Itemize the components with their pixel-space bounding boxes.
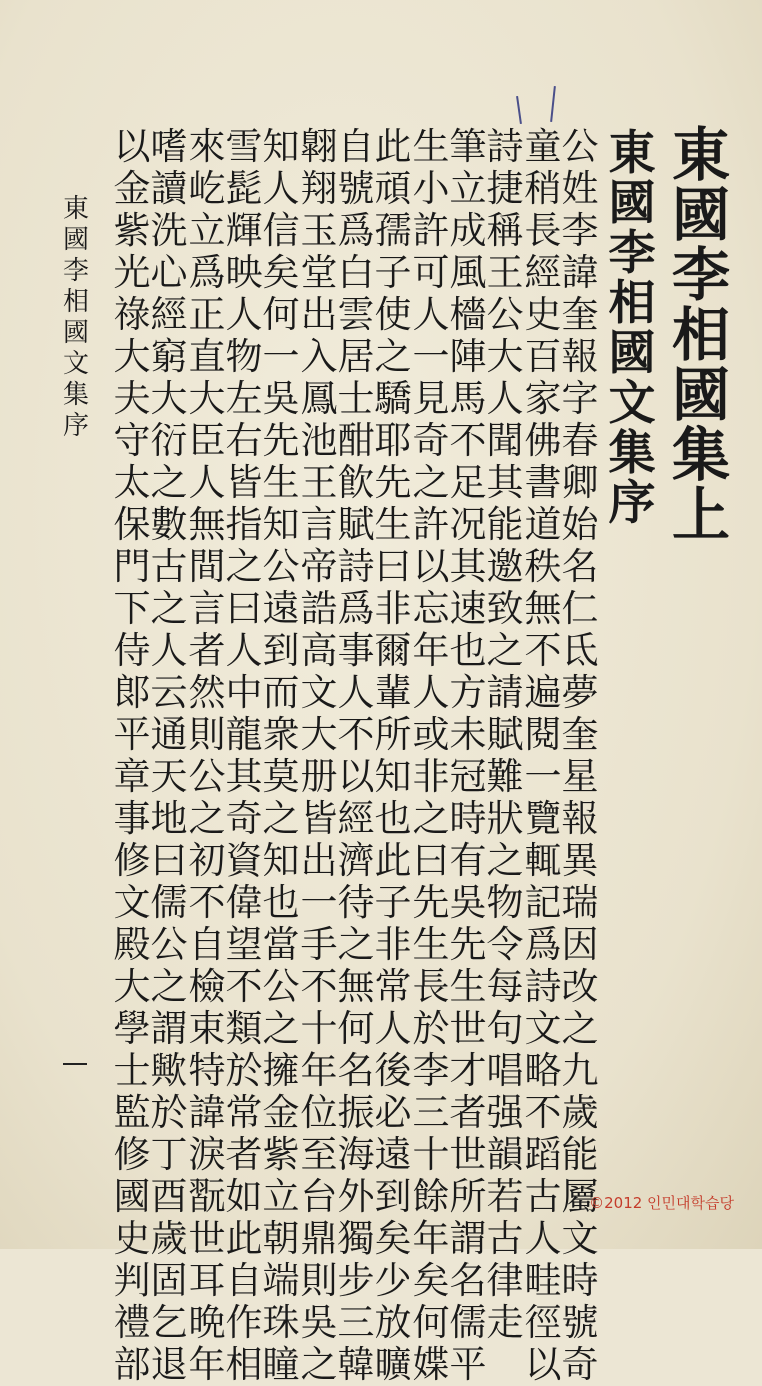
copyright-watermark: ©2012 인민대학습당 bbox=[589, 1194, 734, 1212]
margin-title: 東 國 李 相 國 文 集 序 bbox=[62, 194, 89, 441]
body-column: 雪 髭 輝 映 人 物 左 右 皆 指 之 曰 人 中 龍 其 奇 資 偉 望 不 類 於 常 者 如 此 自 作 相 bbox=[225, 125, 263, 1386]
body-column: 知 人 信 矣 何 一 吳 先 生 知 公 遠 到 而 衆 莫 之 知 也 當 公 之 擁 金 紫 立 朝 端 珠 瞳 bbox=[262, 125, 300, 1386]
body-column: 此 頑 孺 子 使 之 驕 耶 先 生 曰 非 爾 輩 所 知 也 此 子 非 常 人 後 必 遠 到 矣 少 放 曠 bbox=[374, 125, 412, 1386]
book-title: 東 國 李 相 國 集 上 bbox=[672, 121, 731, 549]
body-column: 公 姓 李 諱 奎 報 字 春 卿 始 名 仁 氐 夢 奎 星 報 異 瑞 因 改 之 九 歲 能 屬 文 時 號 奇 bbox=[561, 125, 599, 1386]
body-column: 自 號 爲 白 雲 居 士 酣 飮 賦 詩 爲 事 人 不 以 經 濟 待 之 無 何 名 振 海 外 獨 步 三 韓 bbox=[337, 125, 375, 1386]
body-column: 嗜 讀 洗 心 經 窮 大 衍 之 數 古 之 人 云 通 天 地 曰 儒 公 之 謂 歟 於 丁 酉 歲 固 乞 退 bbox=[150, 125, 188, 1386]
body-column: 翺 翔 玉 堂 出 入 鳳 池 王 言 帝 誥 高 文 大 册 皆 出 一 手 不 十 年 位 至 台 鼎 則 吳 之 bbox=[300, 125, 338, 1386]
body-column: 來 屹 立 爲 正 直 大 臣 人 無 間 言 者 然 則 公 之 初 不 自 檢 束 特 諱 淚 翫 世 耳 晩 年 bbox=[188, 125, 226, 1386]
body-column: 以 金 紫 光 祿 大 夫 守 太 保 門 下 侍 郞 平 章 事 修 文 殿 大 學 士 監 修 國 史 判 禮 部 bbox=[113, 125, 151, 1386]
page-number-mark bbox=[63, 1063, 87, 1065]
body-column: 詩 捷 稱 王 公 大 人 聞 其 能 邀 致 之 請 賦 難 狀 之 物 令 每 句 唱 强 韻 若 古 律 走 bbox=[486, 125, 524, 1344]
pen-mark bbox=[516, 96, 522, 124]
preface-title: 東 國 李 相 國 文 集 序 bbox=[608, 126, 656, 531]
body-column: 童 稍 長 經 史 百 家 佛 書 道 秩 無 不 遍 閱 一 覽 輒 記 爲 詩 文 略 不 蹈 古 人 畦 徑 以 bbox=[524, 125, 562, 1386]
pen-mark bbox=[550, 86, 556, 122]
body-column: 生 小 許 可 人 一 見 奇 之 許 以 忘 年 人 或 非 之 曰 先 生 長 於 李 三 十 餘 年 矣 何 媟 bbox=[412, 125, 450, 1386]
body-column: 筆 立 成 風 檣 陣 馬 不 足 况 其 速 也 方 未 冠 時 有 吳 先 生 世 才 者 世 所 謂 名 儒 平 bbox=[449, 125, 487, 1386]
